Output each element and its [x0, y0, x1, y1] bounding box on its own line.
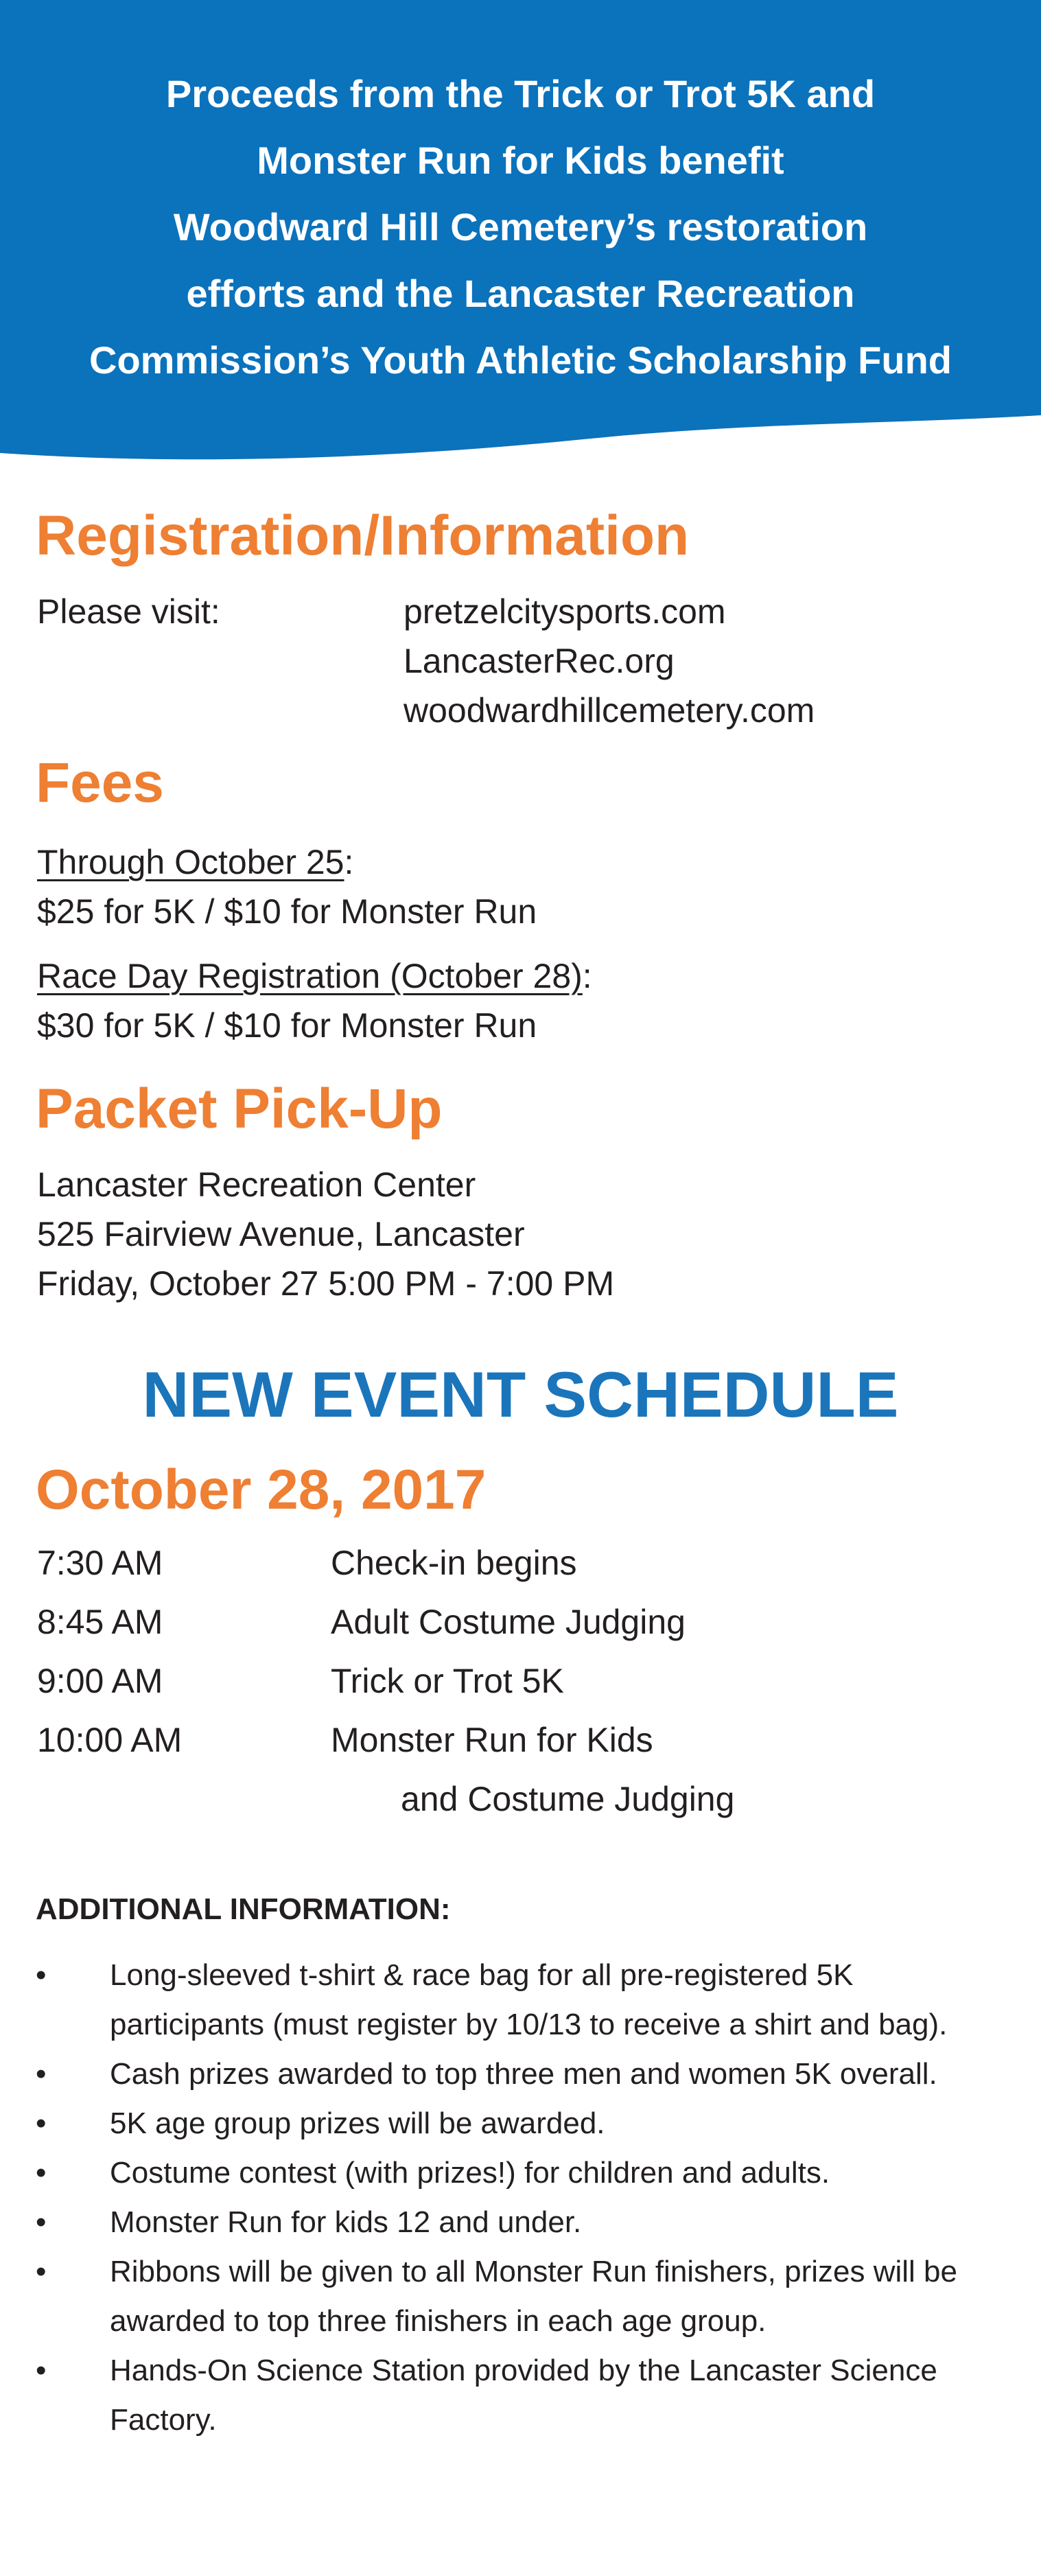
additional-info-title: ADDITIONAL INFORMATION:	[36, 1892, 451, 1926]
early-registration-fee: $25 for 5K / $10 for Monster Run	[37, 892, 537, 931]
list-item	[0, 2099, 968, 2148]
registration-heading: Registration/Information	[36, 504, 690, 567]
list-item-text: Costume contest (with prizes!) for children and adults.	[110, 2156, 830, 2190]
banner-line: Commission’s Youth Athletic Scholarship Fund	[89, 338, 952, 382]
early-registration-label: Through October 25	[37, 843, 344, 881]
list-item-text: Long-sleeved t-shirt & race bag for all pre-registered 5K participants (must register by 10/13 to receive a shirt and bag).	[110, 1958, 948, 2041]
fees-raceday	[37, 951, 592, 1050]
additional-info-list	[0, 1951, 1041, 2445]
bullet-icon: •	[36, 2057, 47, 2091]
banner-line: Proceeds from the Trick or Trot 5K and	[165, 72, 876, 115]
packet-location: Lancaster Recreation Center	[37, 1165, 476, 1204]
bullet-icon: •	[36, 1958, 47, 1992]
schedule-row	[0, 1661, 1041, 1720]
schedule-time: 8:45 AM	[37, 1603, 163, 1641]
bullet-icon: •	[36, 2156, 47, 2190]
list-item	[0, 2050, 968, 2099]
link-pretzelcitysports[interactable]: pretzelcitysports.com	[403, 592, 726, 631]
list-item	[0, 2148, 968, 2198]
early-registration-colon: :	[344, 843, 354, 881]
list-item	[0, 2247, 968, 2346]
schedule-event: Check-in begins	[331, 1544, 577, 1582]
schedule-event-continued: and Costume Judging	[401, 1780, 735, 1818]
schedule-title: NEW EVENT SCHEDULE	[142, 1358, 899, 1430]
bullet-icon: •	[36, 2107, 47, 2140]
registration-links	[403, 587, 815, 735]
banner-line: Monster Run for Kids benefit	[257, 139, 784, 182]
schedule-row	[0, 1720, 1041, 1818]
schedule-time: 10:00 AM	[37, 1721, 183, 1759]
packet-pickup-heading: Packet Pick-Up	[36, 1078, 443, 1140]
list-item-text: Monster Run for kids 12 and under.	[110, 2205, 582, 2239]
list-item-text: Cash prizes awarded to top three men and women 5K overall.	[110, 2057, 937, 2091]
packet-address: 525 Fairview Avenue, Lancaster	[37, 1215, 525, 1253]
packet-pickup-details	[37, 1160, 614, 1308]
schedule-event: Trick or Trot 5K	[331, 1662, 564, 1700]
bullet-icon: •	[36, 2205, 47, 2239]
schedule-event: Monster Run for Kids	[331, 1721, 653, 1759]
raceday-registration-colon: :	[582, 957, 592, 995]
please-visit-label: Please visit:	[37, 592, 220, 631]
schedule-event: Adult Costume Judging	[331, 1603, 686, 1641]
schedule-row	[0, 1602, 1041, 1661]
bullet-icon: •	[36, 2354, 47, 2387]
list-item	[0, 2346, 968, 2445]
banner-line: Woodward Hill Cemetery’s restoration	[173, 205, 868, 248]
list-item-text: Hands-On Science Station provided by the Lancaster Science Factory.	[110, 2354, 937, 2437]
list-item-text: 5K age group prizes will be awarded.	[110, 2107, 605, 2140]
schedule-time: 7:30 AM	[37, 1544, 163, 1582]
banner-line: efforts and the Lancaster Recreation	[186, 272, 855, 315]
packet-time: Friday, October 27 5:00 PM - 7:00 PM	[37, 1264, 615, 1303]
schedule-row	[0, 1543, 1041, 1602]
proceeds-banner	[0, 0, 1041, 467]
banner-text	[0, 60, 1041, 393]
schedule-date: October 28, 2017	[36, 1459, 487, 1521]
schedule-time: 9:00 AM	[37, 1662, 163, 1700]
raceday-registration-label: Race Day Registration (October 28)	[37, 957, 583, 995]
fees-early	[37, 837, 537, 936]
list-item-text: Ribbons will be given to all Monster Run finishers, prizes will be awarded to top three finishers in each age group.	[110, 2255, 957, 2338]
link-lancasterrec[interactable]: LancasterRec.org	[403, 642, 675, 680]
raceday-registration-fee: $30 for 5K / $10 for Monster Run	[37, 1006, 537, 1045]
bullet-icon: •	[36, 2255, 47, 2288]
fees-heading: Fees	[36, 752, 164, 814]
link-woodwardhillcemetery[interactable]: woodwardhillcemetery.com	[403, 691, 815, 730]
list-item	[0, 2198, 968, 2247]
list-item	[0, 1951, 968, 2050]
